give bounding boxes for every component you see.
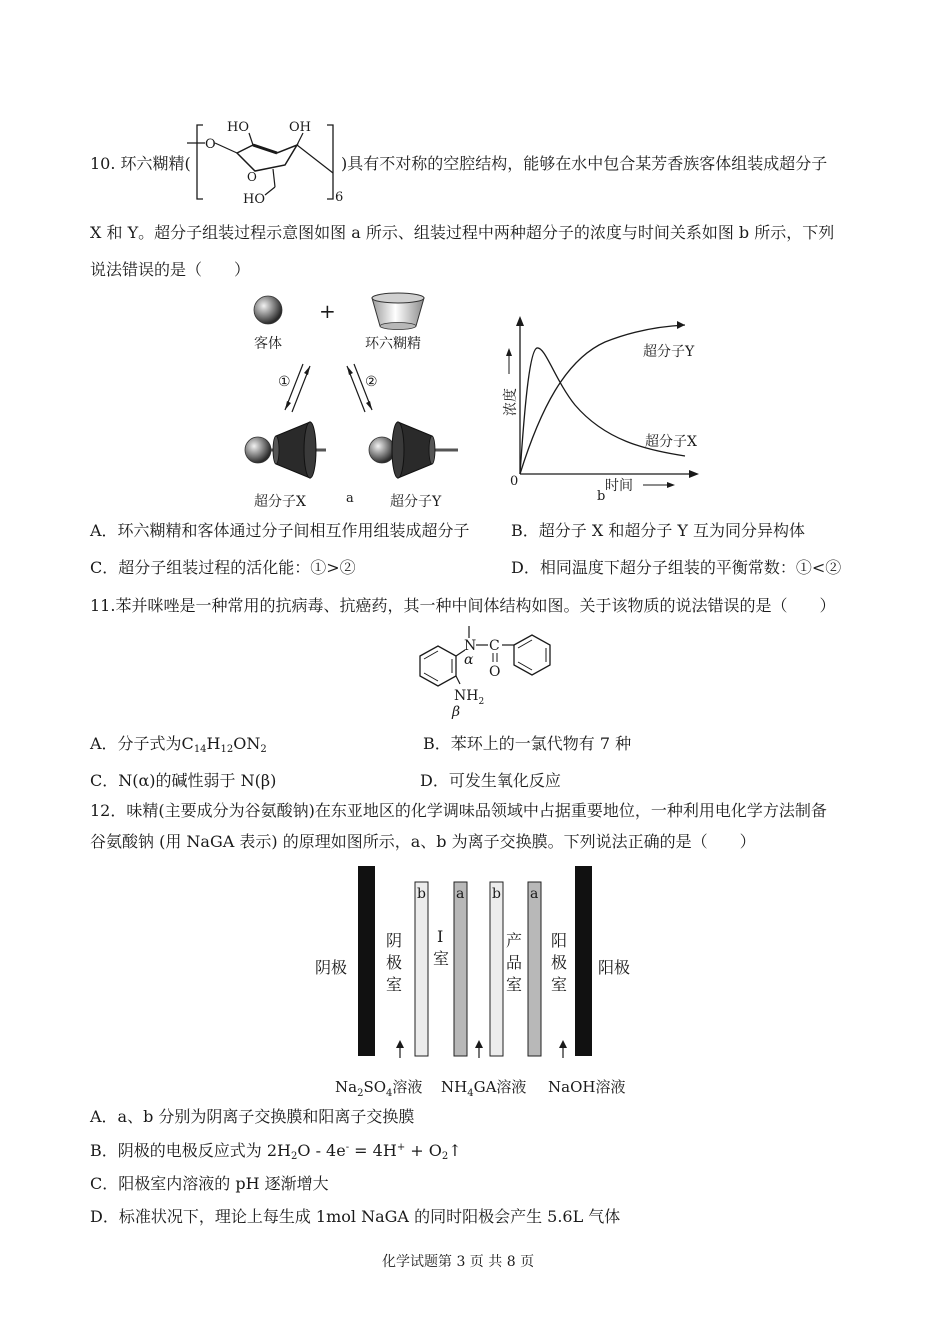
- cyclodextrin-cup-icon: [372, 293, 424, 330]
- membrane-b-2: [490, 882, 503, 1056]
- q11-structure-diagram: [390, 620, 565, 720]
- q12-electrolysis-diagram: [300, 862, 650, 1102]
- cathode-room-1: 阴: [386, 931, 403, 950]
- cathode-electrode: [358, 866, 375, 1056]
- figure-b-curve-y-label: 超分子Y: [643, 344, 695, 360]
- q11-stem: 11.苯并咪唑是一种常用的抗病毒、抗癌药，其一种中间体结构如图。关于该物质的说法错误的是（ ）: [90, 596, 836, 615]
- anode-room-1: 阳: [551, 931, 568, 950]
- q10-oh-right: OH: [289, 120, 311, 135]
- page-footer: 化学试题第 3 页 共 8 页: [382, 1254, 535, 1270]
- q11-option-c: C．N(α)的碱性弱于 N(β): [90, 771, 277, 790]
- product-room-1: 产: [506, 931, 523, 950]
- figure-a-cd-label: 环六糊精: [365, 336, 421, 352]
- q11-nh2: $NH_2$: [454, 688, 485, 707]
- anode-electrode: [575, 866, 592, 1056]
- q10-name: 环六糊精(: [120, 154, 191, 173]
- q11-n-alpha: N: [464, 638, 477, 654]
- path-1-label: ①: [278, 374, 291, 390]
- product-room-2: 品: [506, 953, 523, 972]
- solution-nh4ga: $NH_4GA$溶液: [441, 1078, 527, 1099]
- anode-room-3: 室: [551, 975, 568, 994]
- q10-figure-a: [230, 290, 480, 515]
- q11-alpha-label: α: [464, 652, 474, 668]
- room1-2: 室: [433, 949, 450, 968]
- q10-o-ring: O: [247, 170, 257, 184]
- q10-ho-bottom: HO: [243, 192, 265, 207]
- q10-option-a: A．环六糊精和客体通过分子间相互作用组装成超分子: [90, 521, 470, 540]
- q10-option-c: C．超分子组装过程的活化能：①>②: [90, 558, 356, 577]
- cathode-room-3: 室: [386, 975, 403, 994]
- q10-number-name: [90, 154, 191, 174]
- figure-a-guest-label: 客体: [254, 336, 282, 352]
- q10-stem-line2: X 和 Y。超分子组装过程示意图如图 a 所示、组装过程中两种超分子的浓度与时间关系如图 b 所示，下列: [90, 223, 835, 242]
- membrane-label-b-2: b: [492, 886, 501, 902]
- q10-option-d: D．相同温度下超分子组装的平衡常数：①<②: [511, 558, 842, 577]
- figure-a-label: a: [346, 491, 354, 506]
- figure-a-plus: +: [319, 299, 336, 323]
- product-room-3: 室: [506, 975, 523, 994]
- q12-option-b: B．阴极的电极反应式为 $2H_2O - 4e^- = 4H^+$ + $O_2↑$: [90, 1141, 462, 1162]
- path-2-label: ②: [365, 374, 378, 390]
- q10-o-link: O: [205, 137, 216, 152]
- cathode-label: 阴极: [315, 958, 348, 977]
- guest-sphere-icon: [254, 296, 282, 324]
- membrane-a-1: [454, 882, 467, 1056]
- anode-room-2: 极: [551, 953, 568, 972]
- q10-stem-line1-rest: )具有不对称的空腔结构，能够在水中包合某芳香族客体组装成超分子: [341, 154, 828, 173]
- anode-label: 阳极: [598, 958, 631, 977]
- membrane-label-a-2: a: [530, 886, 539, 902]
- solution-na2so4: $Na_2SO_4$溶液: [335, 1078, 423, 1099]
- membrane-label-a-1: a: [456, 886, 465, 902]
- q12-stem-line1: 12．味精(主要成分为谷氨酸钠)在东亚地区的化学调味品领域中占据重要地位，一种利用电化学方法制备: [90, 801, 827, 820]
- cathode-room-2: 极: [386, 953, 403, 972]
- figure-a-sx-label: 超分子X: [254, 494, 306, 510]
- figure-b-label: b: [597, 489, 606, 504]
- supramolecule-y-icon: [369, 422, 458, 478]
- q11-carbonyl-c: C: [489, 638, 500, 654]
- figure-b-origin: 0: [510, 474, 519, 489]
- q11-beta-label: β: [452, 704, 461, 720]
- q10-figure-b: [495, 310, 725, 510]
- q10-structure-diagram: [185, 115, 345, 210]
- q12-stem-line2: 谷氨酸钠 (用 NaGA 表示) 的原理如图所示，a、b 为离子交换膜。下列说法正确的是（ ）: [90, 832, 756, 851]
- figure-b-ylabel: 浓度: [503, 388, 519, 416]
- q12-option-d: D．标准状况下，理论上每生成 1mol NaGA 的同时阳极会产生 5.6L 气体: [90, 1207, 621, 1226]
- q10-number: 10.: [90, 154, 116, 173]
- q10-ho-left: HO: [227, 120, 249, 135]
- q11-carbonyl-o: O: [489, 664, 501, 680]
- q11-option-a: A．分子式为$C_{14}H_{12}ON_2$: [90, 734, 267, 755]
- supramolecule-x-icon: [245, 422, 326, 478]
- membrane-label-b-1: b: [417, 886, 426, 902]
- q11-option-d: D．可发生氧化反应: [420, 771, 561, 790]
- q12-option-c: C．阳极室内溶液的 pH 逐渐增大: [90, 1174, 329, 1193]
- room1-1: I: [437, 927, 444, 946]
- figure-b-xlabel: 时间: [605, 478, 633, 494]
- q10-stem-line3: 说法错误的是（ ）: [90, 260, 251, 279]
- figure-b-curve-x-label: 超分子X: [645, 434, 697, 450]
- solution-naoh: NaOH溶液: [548, 1078, 626, 1096]
- q10-subscript-6: 6: [335, 190, 344, 205]
- q12-option-a: A．a、b 分别为阴离子交换膜和阳离子交换膜: [90, 1107, 415, 1126]
- q11-option-b: B．苯环上的一氯代物有 7 种: [423, 734, 632, 753]
- membrane-b-1: [415, 882, 428, 1056]
- figure-a-sy-label: 超分子Y: [390, 494, 442, 510]
- q10-option-b: B．超分子 X 和超分子 Y 互为同分异构体: [511, 521, 806, 540]
- membrane-a-2: [528, 882, 541, 1056]
